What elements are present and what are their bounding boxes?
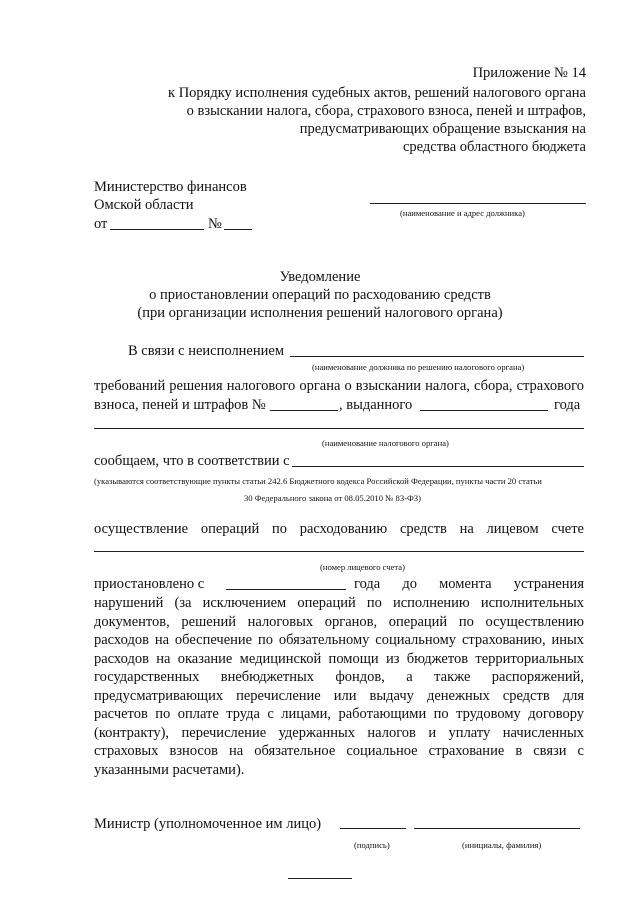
signature-caption: (подпись) bbox=[354, 840, 390, 850]
paragraph-line: государственных внебюджетных фондов, а также распоряжений, bbox=[94, 669, 584, 685]
requirements-line: требований решения налогового органа о взыскании налога, сбора, страхового bbox=[94, 378, 584, 394]
tax-authority-caption: (наименование налогового органа) bbox=[322, 438, 449, 448]
fees-prefix: взноса, пеней и штрафов № bbox=[94, 397, 266, 413]
minister-label: Министр (уполномоченное им лицо) bbox=[94, 816, 322, 832]
name-blank bbox=[414, 828, 580, 829]
appendix-line: о взыскании налога, сбора, страхового взноса, пеней и штрафов, bbox=[186, 103, 586, 119]
account-blank bbox=[94, 551, 584, 552]
exceptions-paragraph bbox=[94, 594, 584, 779]
suspended-suffix: года до момента устранения bbox=[354, 576, 584, 592]
sender-region: Омской области bbox=[94, 197, 194, 213]
appendix-line: к Порядку исполнения судебных актов, решений налогового органа bbox=[168, 85, 586, 101]
signature-blank bbox=[340, 828, 406, 829]
notice-title: Уведомление bbox=[279, 269, 361, 285]
tax-authority-blank bbox=[94, 428, 584, 429]
debtor-caption: (наименование и адрес должника) bbox=[400, 208, 525, 218]
name-caption: (инициалы, фамилия) bbox=[462, 840, 542, 850]
in-connection-label: В связи с неисполнением bbox=[128, 343, 285, 359]
paragraph-line: расчетов по оплате труда с лицами, работающими по трудовому договору bbox=[94, 706, 584, 722]
paragraph-line: нарушений (за исключением операций по исполнению исполнительных bbox=[94, 595, 584, 611]
appendix-title: Приложение № 14 bbox=[472, 65, 586, 81]
issued-label: , выданного bbox=[339, 397, 413, 413]
legal-basis-blank bbox=[292, 466, 584, 467]
legal-caption-2: 30 Федерального закона от 08.05.2010 № 83-ФЗ) bbox=[244, 493, 421, 503]
issue-date-blank bbox=[420, 410, 548, 411]
paragraph-line: расходов на оказание медицинской помощи из бюджетов территориальных bbox=[94, 650, 584, 667]
appendix-line: предусматривающих обращение взыскания на bbox=[299, 121, 586, 137]
paragraph-line: страховых взносов на обязательное социальное страхование в связи с bbox=[94, 743, 584, 759]
decision-number-blank bbox=[270, 410, 338, 411]
footer-divider bbox=[288, 878, 352, 879]
legal-caption: (указываются соответствующие пункты статьи 242.6 Бюджетного кодекса Российской Федерации, пункты части 20 статьи bbox=[94, 476, 542, 486]
paragraph-line: (контракту), перечисление удержанных налогов и уплату начисленных bbox=[94, 724, 584, 741]
number-label: № bbox=[208, 216, 222, 232]
sender-ministry: Министерство финансов bbox=[94, 179, 247, 195]
debtor-name-caption: (наименование должника по решению налогового органа) bbox=[312, 362, 525, 372]
number-blank bbox=[224, 229, 252, 230]
paragraph-line: расходов на обеспечение по обязательному социальному страхованию, иных bbox=[94, 632, 584, 648]
debtor-blank bbox=[370, 203, 586, 204]
date-blank bbox=[110, 229, 204, 230]
notice-subtitle-2: (при организации исполнения решений налогового органа) bbox=[137, 305, 503, 321]
year-label: года bbox=[554, 397, 581, 413]
paragraph-line: указанными расчетами). bbox=[94, 761, 245, 778]
notice-subtitle: о приостановлении операций по расходованию средств bbox=[149, 287, 491, 303]
account-caption: (номер лицевого счета) bbox=[320, 562, 405, 572]
suspension-date-blank bbox=[226, 589, 346, 590]
suspended-prefix: приостановлено с bbox=[94, 576, 205, 592]
debtor-name-blank bbox=[290, 356, 584, 357]
inform-label: сообщаем, что в соответствии с bbox=[94, 453, 290, 469]
from-label: от bbox=[94, 216, 108, 232]
paragraph-line: документов, решений налоговых органов, операций по осуществлению bbox=[94, 613, 584, 630]
paragraph-line: предусматривающих перечисление или выдачу денежных средств для bbox=[94, 687, 584, 704]
appendix-line: средства областного бюджета bbox=[402, 139, 586, 155]
operations-line: осуществление операций по расходованию средств на лицевом счете bbox=[94, 521, 584, 537]
